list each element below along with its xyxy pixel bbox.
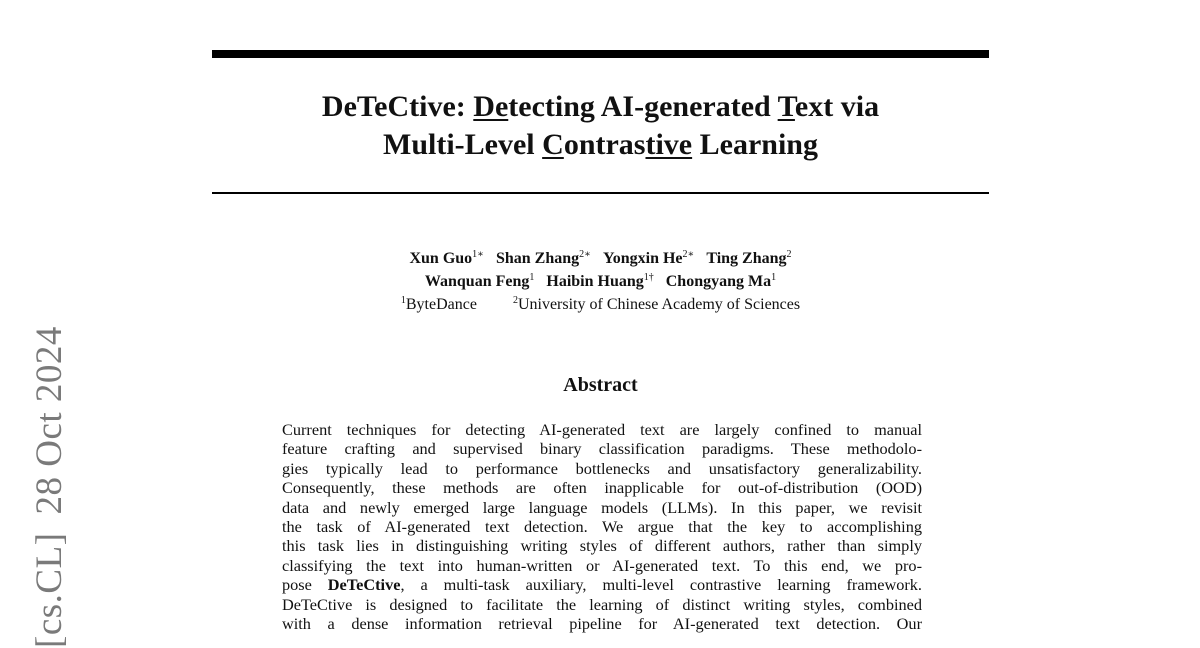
title-rule xyxy=(212,192,989,194)
title-text: ontras xyxy=(563,128,646,161)
author: Haibin Huang$^{1\dagger}$ xyxy=(546,272,654,290)
paper-title xyxy=(212,88,989,164)
abstract-line: the task of AI-generated text detection. We argue that the key to accomplishing xyxy=(282,517,922,537)
top-rule xyxy=(212,50,989,58)
author-row xyxy=(212,270,989,293)
abstract-line: data and newly emerged large language models (LLMs). In this paper, we revisit xyxy=(282,497,922,517)
method-name: DeTeCtive xyxy=(327,575,401,595)
author: Xun Guo$^{1∗}$ xyxy=(409,249,484,267)
abstract-line: gies typically lead to performance bottlenecks and unsatisfactory generalizability. xyxy=(282,458,922,478)
abstract-line: pose DeTeCtive, a multi-task auxiliary, multi-level contrastive learning framework. xyxy=(282,575,922,595)
title-text: DeTeCtive: xyxy=(321,90,474,123)
abstract-line: this task lies in distinguishing writing styles of different authors, rather than simply xyxy=(282,536,922,556)
affiliation: $^1$ByteDance xyxy=(400,295,477,313)
title-underline: T xyxy=(777,90,795,123)
title-text: Multi-Level xyxy=(383,128,543,161)
abstract-line: DeTeCtive is designed to facilitate the learning of distinct writing styles, combined xyxy=(282,594,922,614)
title-text: Learning xyxy=(692,128,818,161)
abstract-heading: Abstract xyxy=(563,374,638,396)
arxiv-stamp xyxy=(28,308,72,648)
title-underline: De xyxy=(473,90,509,123)
abstract-line: Consequently, these methods are often inapplicable for out-of-distribution (OOD) xyxy=(282,478,922,498)
title-line-1 xyxy=(322,90,879,123)
abstract-line: classifying the text into human-written or AI-generated text. To this end, we pro- xyxy=(282,555,922,575)
arxiv-date: 28 Oct 2024 xyxy=(29,326,70,515)
arxiv-category: [cs.CL] xyxy=(29,532,70,648)
title-line-2 xyxy=(383,128,818,161)
affiliation: $^2$University of Chinese Academy of Sciences xyxy=(512,295,801,313)
author: Chongyang Ma$^1$ xyxy=(665,272,777,290)
title-text: ext via xyxy=(794,90,880,123)
author: Ting Zhang$^2$ xyxy=(706,249,792,267)
author: Shan Zhang$^{2∗}$ xyxy=(495,249,591,267)
title-text: tecting AI-generated xyxy=(508,90,778,123)
title-underline: tive xyxy=(645,128,693,161)
abstract-line: feature crafting and supervised binary classification paradigms. These methodolo- xyxy=(282,439,922,459)
affiliation-row xyxy=(212,293,989,316)
abstract-body xyxy=(282,420,922,633)
author: Yongxin $He^{2∗}$ xyxy=(602,249,695,267)
title-underline: C xyxy=(542,128,564,161)
abstract-line: with a dense information retrieval pipeline for AI-generated text detection. Our xyxy=(282,614,922,634)
author-row xyxy=(212,247,989,270)
author-block xyxy=(212,247,989,316)
abstract-line: Current techniques for detecting AI-generated text are largely confined to manual xyxy=(282,420,922,439)
author: Wanquan Feng$^1$ xyxy=(424,272,535,290)
